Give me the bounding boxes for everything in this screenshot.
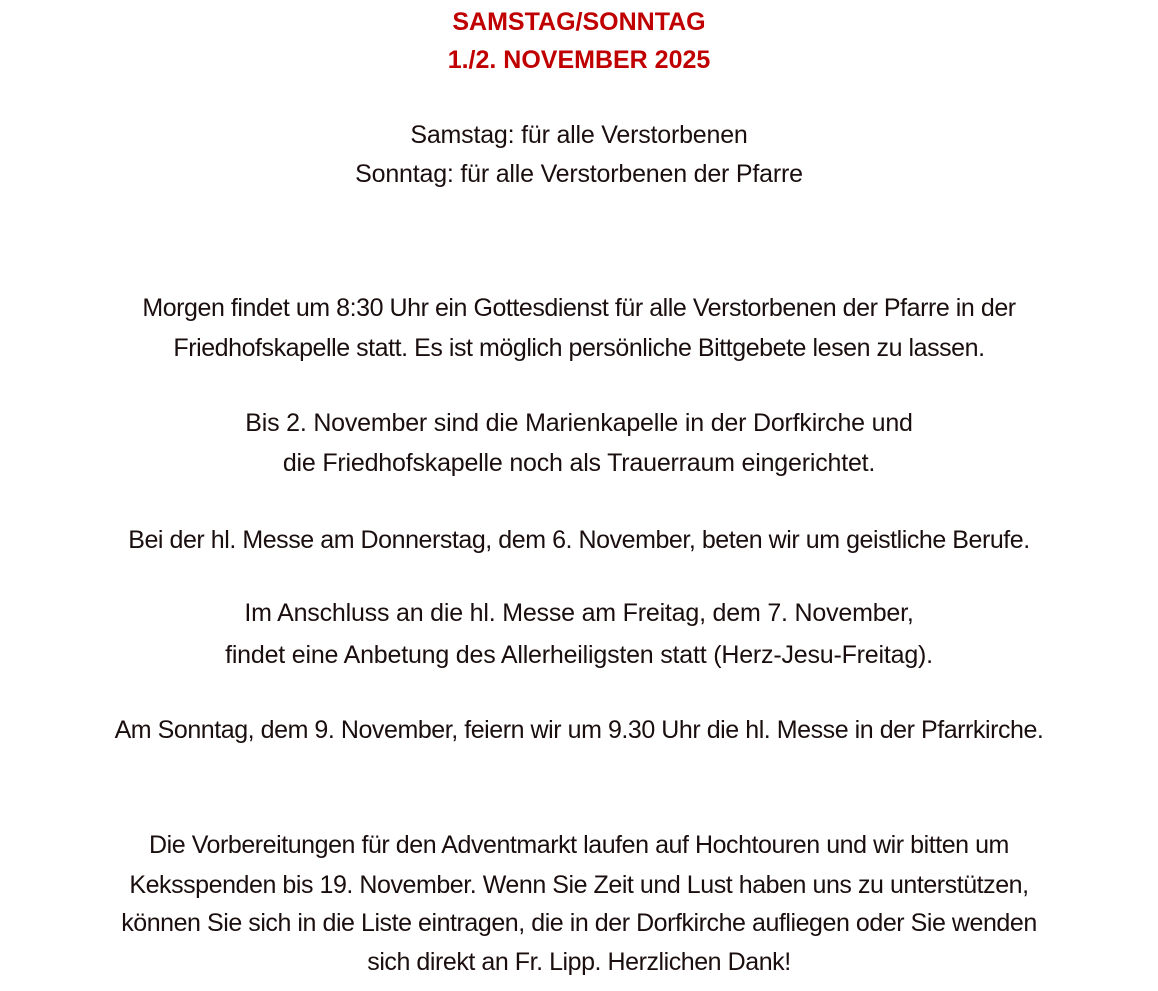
announcement-line: Bei der hl. Messe am Donnerstag, dem 6. November, beten wir um geistliche Berufe.: [128, 526, 1030, 554]
announcement-line: die Friedhofskapelle noch als Trauerraum eingerichtet.: [282, 449, 876, 477]
page-title-days: SAMSTAG/SONNTAG: [452, 8, 706, 36]
announcement-line: sich direkt an Fr. Lipp. Herzlichen Dank!: [367, 948, 791, 976]
page-title-date: 1./2. NOVEMBER 2025: [447, 46, 711, 74]
announcement-line: Keksspenden bis 19. November. Wenn Sie Zeit und Lust haben uns zu unterstützen,: [129, 871, 1029, 899]
announcement-line: Friedhofskapelle statt. Es ist möglich persönliche Bittgebete lesen zu lassen.: [173, 334, 985, 362]
announcement-line: Die Vorbereitungen für den Adventmarkt laufen auf Hochtouren und wir bitten um: [149, 831, 1009, 859]
announcement-line: Im Anschluss an die hl. Messe am Freitag, dem 7. November,: [244, 599, 914, 627]
announcement-line: Bis 2. November sind die Marienkapelle in der Dorfkirche und: [245, 409, 913, 437]
intention-saturday: Samstag: für alle Verstorbenen: [410, 121, 748, 149]
intention-sunday: Sonntag: für alle Verstorbenen der Pfarre: [355, 160, 803, 188]
announcement-line: findet eine Anbetung des Allerheiligsten statt (Herz-Jesu-Freitag).: [225, 641, 933, 669]
announcement-line: Morgen findet um 8:30 Uhr ein Gottesdienst für alle Verstorbenen der Pfarre in der: [142, 294, 1016, 322]
announcement-line: können Sie sich in die Liste eintragen, die in der Dorfkirche aufliegen oder Sie wenden: [121, 909, 1037, 937]
announcement-line: Am Sonntag, dem 9. November, feiern wir um 9.30 Uhr die hl. Messe in der Pfarrkirche.: [114, 716, 1044, 744]
